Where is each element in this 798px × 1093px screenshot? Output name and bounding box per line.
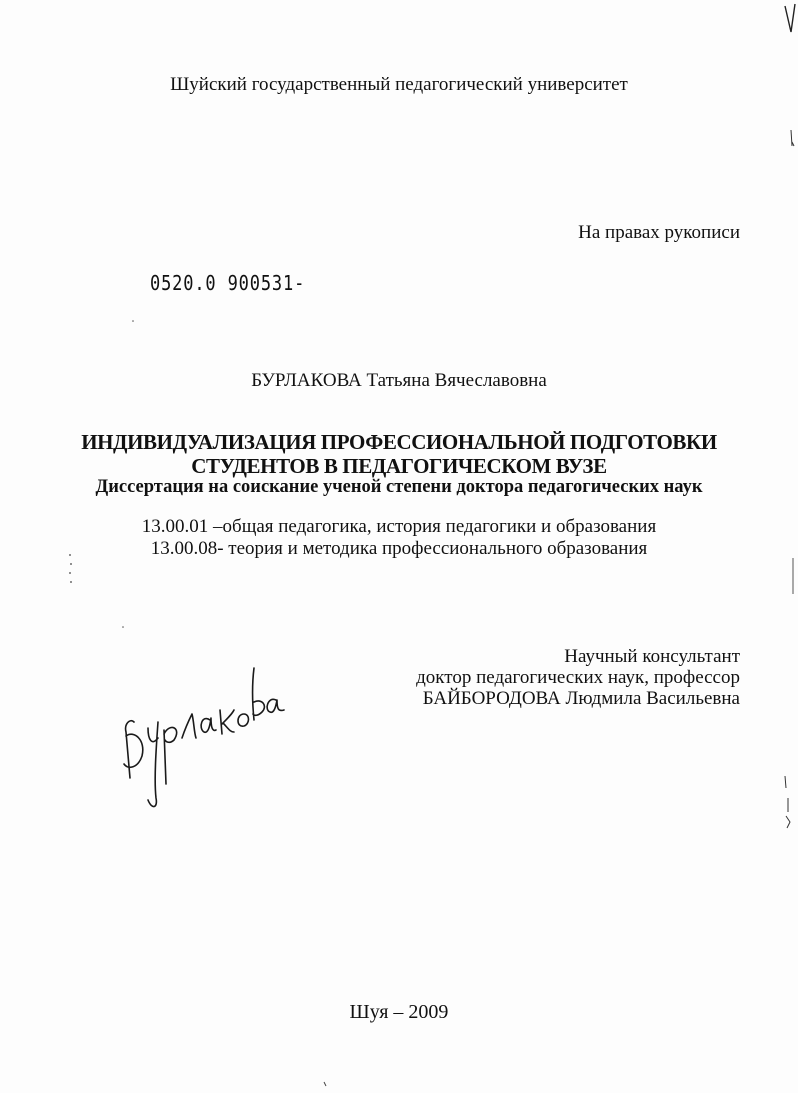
speck-mark-2 (120, 624, 126, 630)
consultant-degree: доктор педагогических наук, профессор (416, 667, 740, 688)
university-name: Шуйский государственный педагогический университет (170, 74, 628, 95)
author-signature (112, 660, 292, 810)
bottom-dot-mark (322, 1080, 330, 1090)
corner-tick-mark (782, 2, 798, 42)
right-edge-line (790, 556, 796, 596)
title-line-2: СТУДЕНТОВ В ПЕДАГОГИЧЕСКОМ ВУЗЕ (191, 454, 607, 478)
specialty-1: 13.00.01 –общая педагогика, история педагогики и образования (141, 516, 657, 537)
margin-dots-mark (66, 552, 76, 588)
catalog-code: 0520.0 900531- (150, 271, 306, 295)
city-year: Шуя – 2009 (349, 1001, 449, 1023)
title-line-1: ИНДИВИДУАЛИЗАЦИЯ ПРОФЕССИОНАЛЬНОЙ ПОДГОТОВКИ (81, 430, 717, 454)
speck-mark (130, 318, 136, 324)
margin-scan-mark-lower (780, 772, 798, 832)
margin-scan-mark (788, 128, 796, 150)
consultant-name: БАЙБОРОДОВА Людмила Васильевна (422, 688, 740, 709)
manuscript-note: На правах рукописи (578, 222, 740, 243)
author-name: БУРЛАКОВА Татьяна Вячеславовна (251, 370, 547, 391)
consultant-role: Научный консультант (564, 646, 740, 667)
specialty-2: 13.00.08- теория и методика профессионального образования (150, 538, 648, 559)
dissertation-subtitle: Диссертация на соискание ученой степени доктора педагогических наук (95, 477, 703, 497)
